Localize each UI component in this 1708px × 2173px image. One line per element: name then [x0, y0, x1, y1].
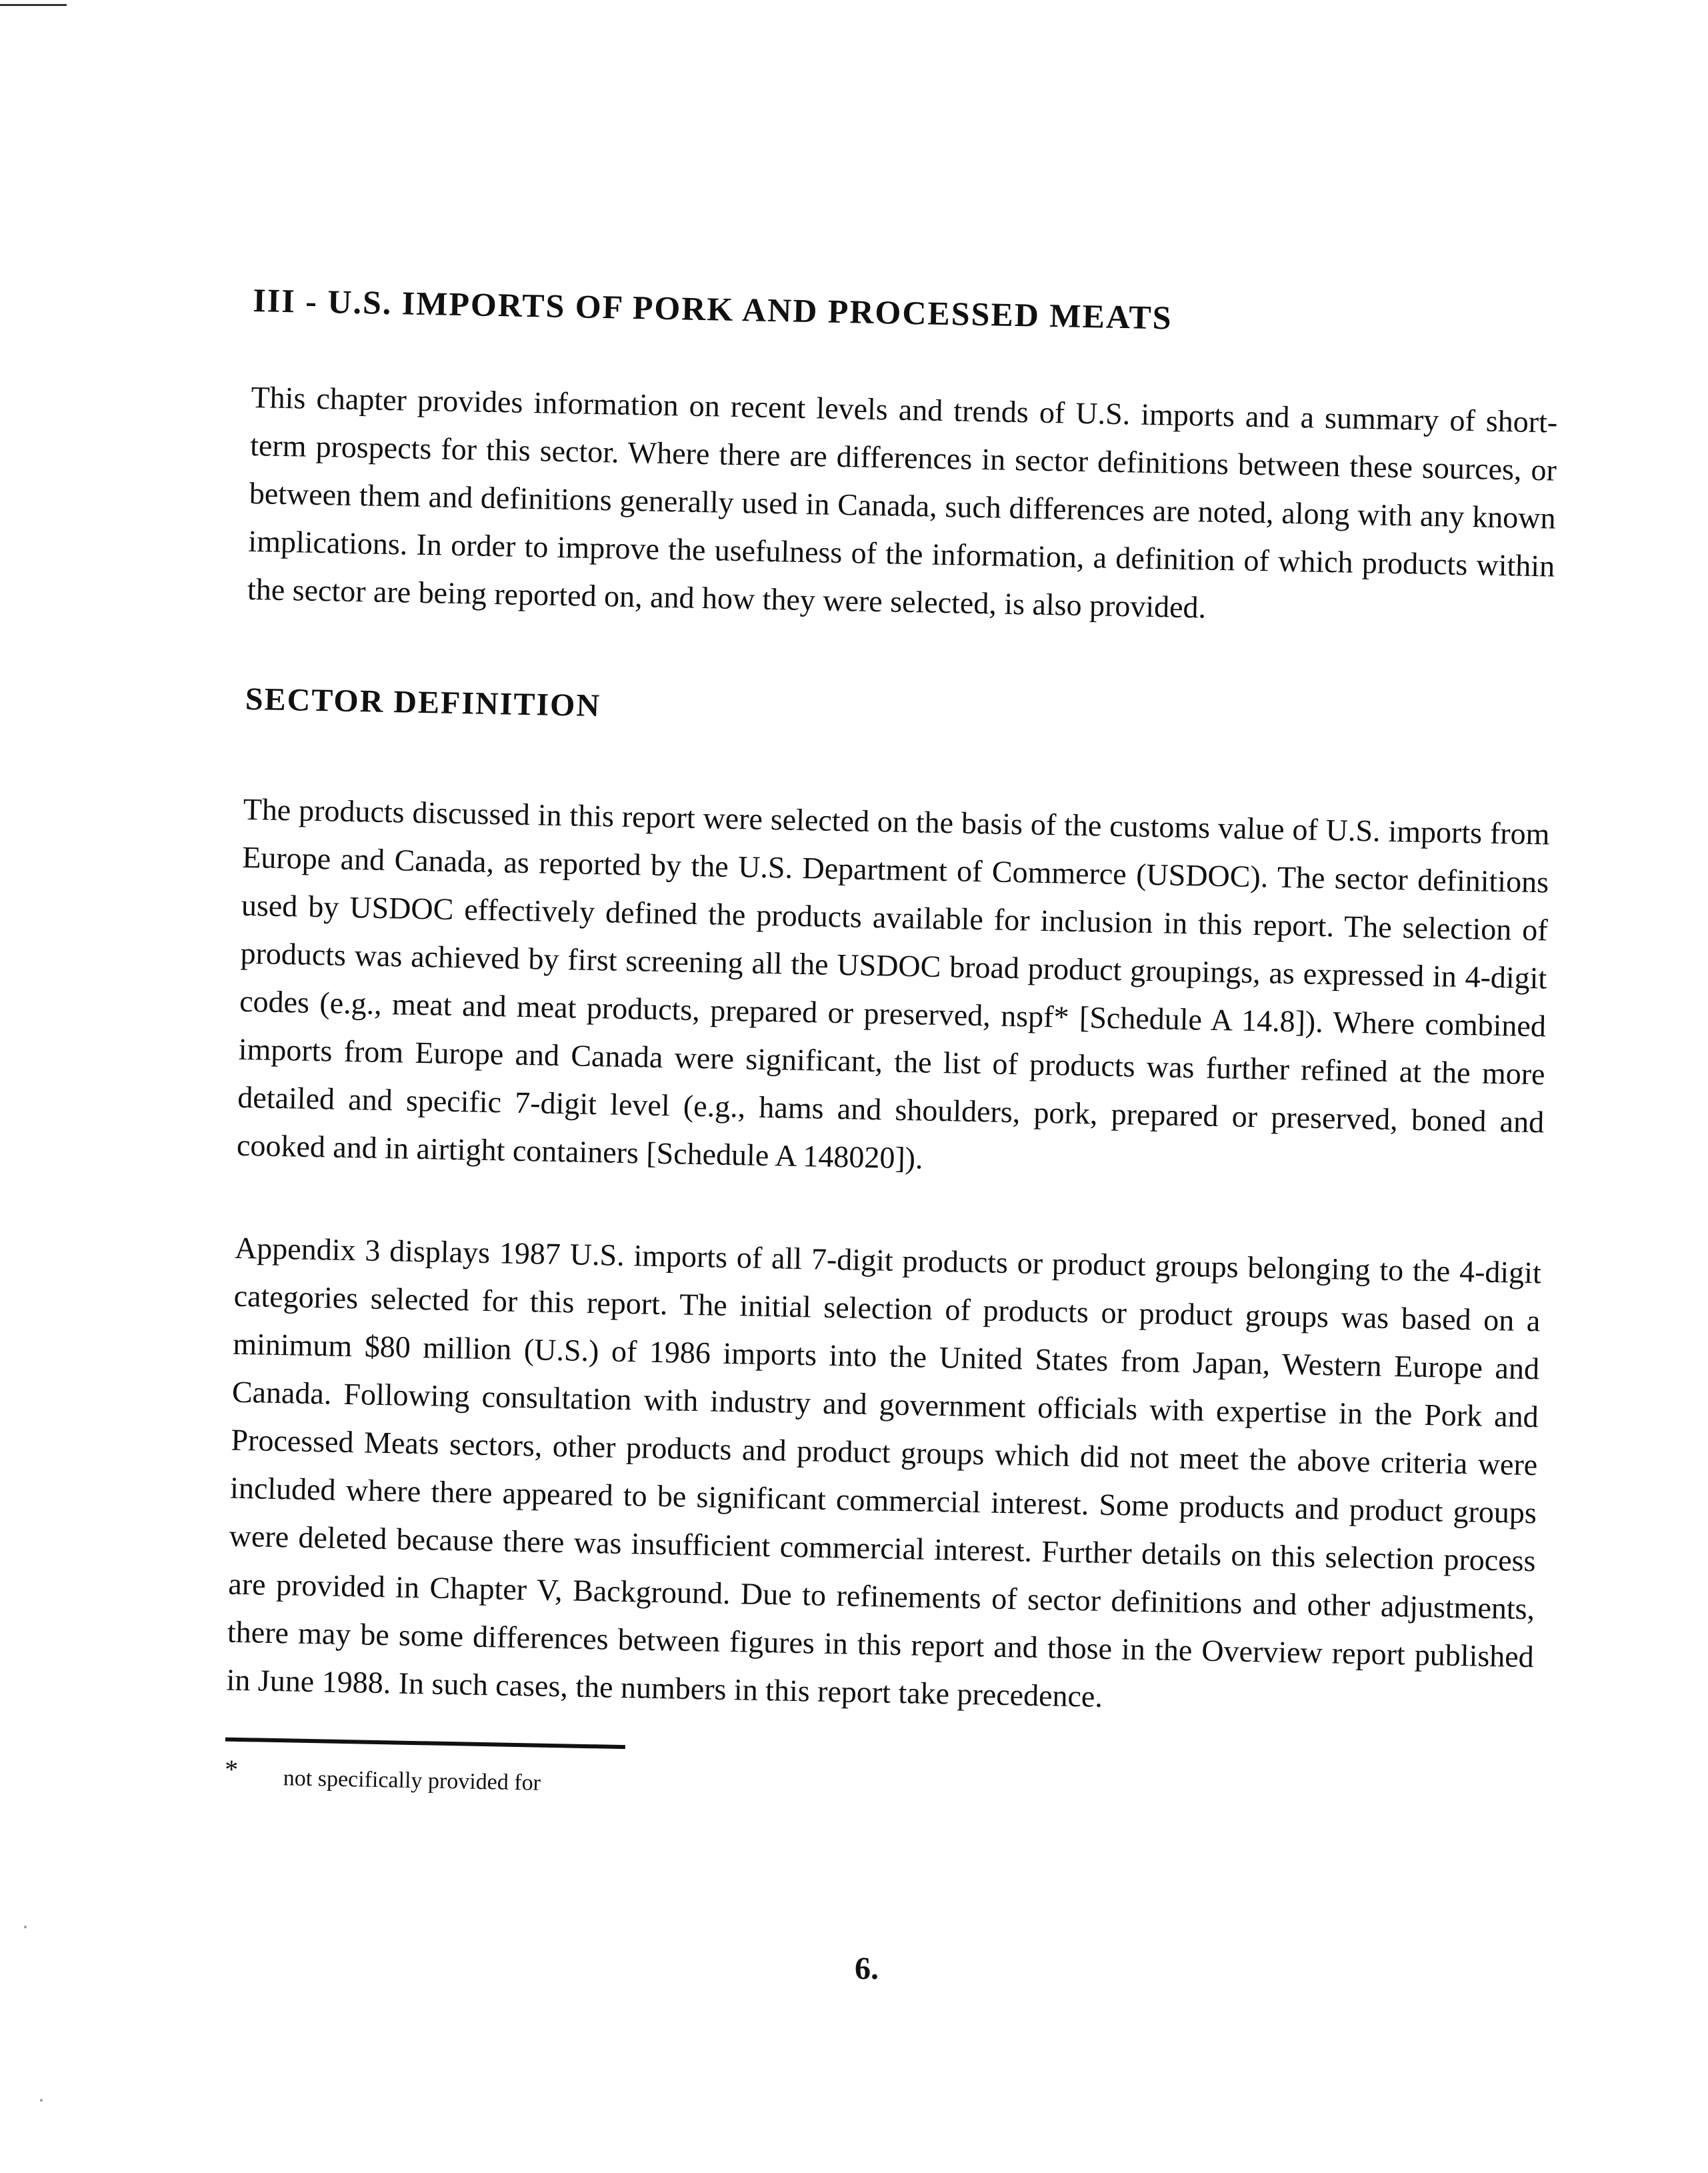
page-content — [224, 280, 1559, 1817]
scan-speck — [24, 1926, 27, 1928]
footnote-text: not specifically provided for — [283, 1765, 541, 1796]
body-paragraph: The products discussed in this report were selected on the basis of the customs value of U.S. imports from Europe and Canada, as reported by the U.S. Department of Commerce (USDOC). The sector definitions used by USDOC effectively defined the products available for inclusion in this report. The selection of products was achieved by first screening all the USDOC broad product groupings, as expressed in 4-digit codes (e.g., meat and meat products, prepared or preserved, nspf* [Schedule A 14.8]). Where combined imports from Europe and Canada were significant, the list of products was further refined at the more detailed and specific 7-digit level (e.g., hams and shoulders, pork, prepared or preserved, boned and cooked and in airtight containers [Schedule A 148020]). — [236, 791, 1550, 1176]
body-paragraph: Appendix 3 displays 1987 U.S. imports of all 7-digit products or product groups belonging to the 4-digit categories selected for this report. The initial selection of products or product groups was based on a minimum $80 million (U.S.) of 1986 imports into the United States from Japan, Western Europe and Canada. Following consultation with industry and government officials with expertise in the Pork and Processed Meats sectors, other products and product groups which did not meet the above criteria were included where there appeared to be significant commercial interest. Some products and product groups were deleted because there was insufficient commercial interest. Further details on this selection process are provided in Chapter V, Background. Due to refinements of sector definitions and other adjustments, there may be some differences between figures in this report and those in the Overview report published in June 1988. In such cases, the numbers in this report take precedence. — [226, 1230, 1542, 1714]
intro-paragraph: This chapter provides information on recent levels and trends of U.S. imports and a summary of short-term prospects for this sector. Where there are differences in sector definitions between these sources, or between them and definitions generally used in Canada, such differences are noted, along with any known implications. In order to improve the usefulness of the information, a definition of which products within the sector are being reported on, and how they were selected, is also provided. — [247, 379, 1558, 625]
scan-speck — [40, 2099, 43, 2102]
chapter-title: III - U.S. IMPORTS OF PORK AND PROCESSED MEATS — [252, 281, 1173, 337]
footnote-rule — [225, 1737, 625, 1749]
scan-edge-mark — [0, 4, 67, 6]
page-number: 6. — [855, 1951, 879, 1986]
footnote-marker: * — [224, 1754, 239, 1784]
footnote — [224, 1756, 1531, 1817]
section-heading: SECTOR DEFINITION — [245, 681, 601, 724]
